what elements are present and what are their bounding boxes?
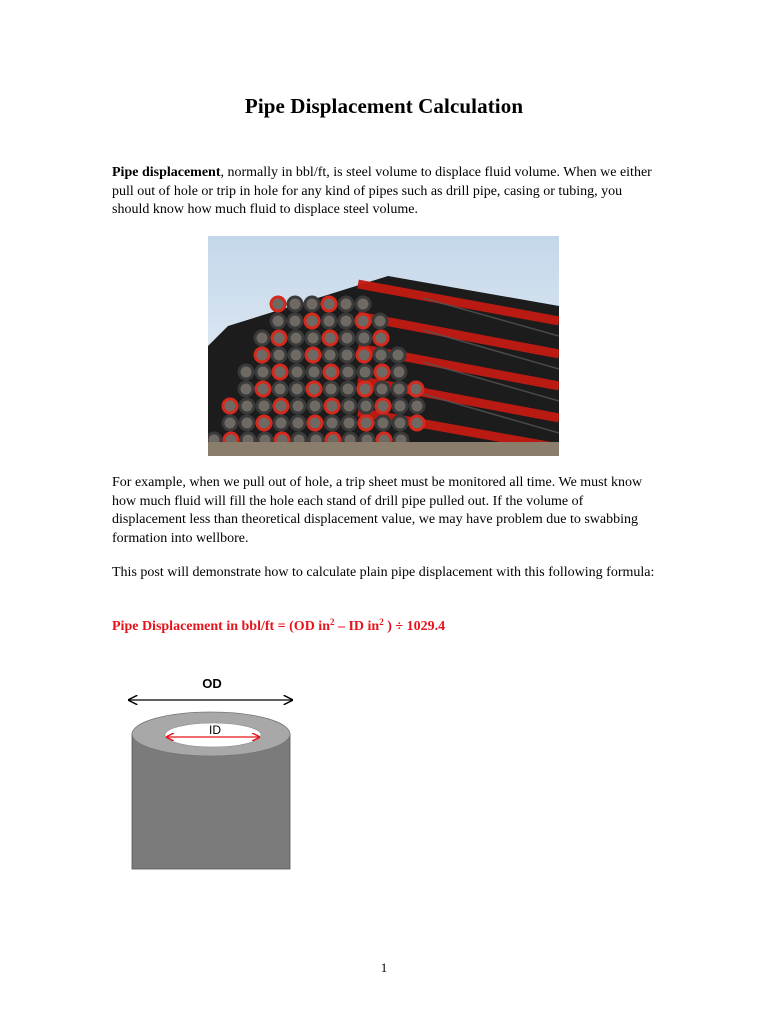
page-number: 1	[380, 960, 388, 975]
pipe-cross-section-diagram	[120, 672, 310, 877]
id-label: ID	[209, 723, 221, 737]
example-paragraph: For example, when we pull out of hole, a trip sheet must be monitored all time. We must know how much fluid will fill the hole each stand of drill pipe pulled out. If the volume of displacement less than theoretical displacement value, we may have problem due to swabbing formation into wellbore.	[112, 475, 643, 546]
pipe-stack-photo	[208, 236, 559, 456]
formula-suffix: ) ÷ 1029.4	[383, 619, 446, 634]
formula-middle: – ID in	[334, 619, 380, 634]
formula-exponent-od: 2	[329, 617, 335, 627]
od-label: OD	[202, 676, 222, 691]
formula-intro-paragraph: This post will demonstrate how to calculate plain pipe displacement with this following formula:	[112, 565, 655, 580]
intro-term: Pipe displacement	[112, 165, 221, 180]
intro-paragraph	[112, 164, 657, 220]
page-title: Pipe Displacement Calculation	[244, 94, 524, 118]
displacement-formula	[112, 618, 445, 636]
formula-prefix: Pipe Displacement in bbl/ft = (OD in	[112, 619, 330, 634]
formula-exponent-id: 2	[379, 617, 384, 627]
intro-text: , normally in bbl/ft, is steel volume to displace fluid volume. When we either pull out of hole or trip in hole for any kind of pipes such as drill pipe, casing or tubing, you should know how much fluid to displace steel volume.	[112, 165, 652, 218]
